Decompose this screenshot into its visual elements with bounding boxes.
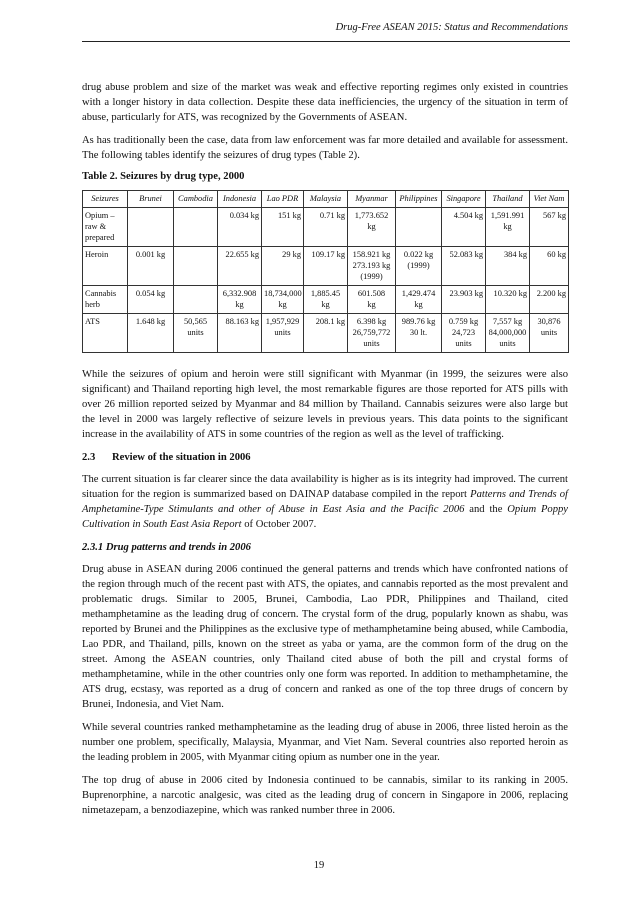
paragraph-law-enforcement: As has traditionally been the case, data from law enforcement was far more detailed and available for assessment. The following tables identify the seizures of drug types (Table 2).: [82, 135, 568, 161]
table-cell: [348, 314, 396, 353]
cell-line: 10.320 kg: [493, 289, 527, 298]
table-cell: [304, 314, 348, 353]
table-cell: [218, 314, 262, 353]
cell-line: 0.034 kg: [229, 211, 259, 220]
table-cell: [128, 247, 174, 286]
column-header: Viet Nam: [530, 191, 569, 208]
table-cell: [174, 247, 218, 286]
subsection-heading: 2.3.1 Drug patterns and trends in 2006: [82, 542, 251, 553]
table-cell: [396, 314, 442, 353]
cell-line: (1999): [360, 272, 383, 281]
cell-line: 208.1 kg: [315, 317, 345, 326]
table-cell: [530, 247, 569, 286]
row-label-line: herb: [85, 300, 100, 309]
column-header: Indonesia: [218, 191, 262, 208]
table-body: [83, 208, 569, 353]
table-row: [83, 286, 569, 314]
column-header: Lao PDR: [262, 191, 304, 208]
cell-line: units: [499, 339, 516, 348]
table-cell: [442, 247, 486, 286]
table-cell: [262, 286, 304, 314]
cell-line: 29 kg: [282, 250, 301, 259]
table-row: [83, 247, 569, 286]
cell-line: 1,957,929: [265, 317, 300, 326]
cell-line: 109.17 kg: [311, 250, 345, 259]
column-header: Myanmar: [348, 191, 396, 208]
column-header: Thailand: [486, 191, 530, 208]
row-label: [83, 314, 128, 353]
paragraph-seizure-analysis: While the seizures of opium and heroin were still significant with Myanmar (in 1999, the seizures were also significant) and Thailand reporting high level, the most remarkable figures are those reported for ATS pills with over 26 million reported seized by Myanmar and 84 million by Thailand. Cannabis seizures were also large but the level in 2000 was largely reflective of seizure levels in previous years. This data points to the significant increase in the availability of ATS in some countries of the region as well as the level of trafficking.: [82, 369, 568, 440]
table-cell: [262, 314, 304, 353]
section-title: Review of the situation in 2006: [112, 452, 251, 463]
table-cell: [530, 314, 569, 353]
seizures-table: [82, 190, 569, 353]
table-cell: [442, 286, 486, 314]
table-cell: [396, 247, 442, 286]
cell-line: 151 kg: [277, 211, 301, 220]
column-header: Malaysia: [304, 191, 348, 208]
column-header: Brunei: [128, 191, 174, 208]
table-row: [83, 314, 569, 353]
cell-line: 0.054 kg: [135, 289, 166, 298]
cell-line: 1,591.991: [490, 211, 525, 220]
cell-line: kg: [503, 222, 512, 231]
table-cell: [442, 208, 486, 247]
table-cell: [304, 286, 348, 314]
row-label-line: Cannabis: [85, 289, 117, 298]
cell-line: 4.504 kg: [453, 211, 483, 220]
table-cell: [442, 314, 486, 353]
cell-line: kg: [278, 300, 287, 309]
table-cell: [128, 208, 174, 247]
section-heading: [82, 452, 568, 463]
cell-line: 7,557 kg: [492, 317, 523, 326]
cell-line: kg: [235, 300, 244, 309]
table-cell: [486, 314, 530, 353]
table-cell: [218, 208, 262, 247]
table-caption: Table 2. Seizures by drug type, 2000: [82, 171, 245, 182]
cell-line: 30 lt.: [409, 328, 428, 337]
text-run: The current situation is far clearer since the data availability is higher as is its integrity had improved. The current situation for the region is summarized based on DAINAP database compiled in the report: [82, 474, 568, 500]
paragraph-cannabis-indonesia: The top drug of abuse in 2006 cited by Indonesia continued to be cannabis, similar to its ranking in 2005. Buprenorphine, a narcotic analgesic, was cited as the leading drug of concern in Singapore in 2006, replacing nimetazepam, a benzodiazepine, which was ranked number three in 2006.: [82, 775, 568, 816]
cell-line: 273.193 kg: [352, 261, 391, 270]
cell-line: 6,332.908: [222, 289, 257, 298]
report-title-ats: Patterns and Trends of Amphetamine-Type Stimulants and other of Abuse in East Asia and the Pacific 2006: [82, 489, 568, 515]
cell-line: kg: [414, 300, 423, 309]
cell-line: 18,734,000: [264, 289, 302, 298]
page-number: 19: [313, 860, 325, 871]
cell-line: 0.022 kg: [403, 250, 434, 259]
row-label: [83, 208, 128, 247]
cell-line: kg: [367, 300, 376, 309]
cell-line: 384 kg: [503, 250, 527, 259]
cell-line: 601.508: [357, 289, 386, 298]
table-cell: [128, 286, 174, 314]
table-cell: [530, 208, 569, 247]
cell-line: (1999): [407, 261, 430, 270]
paragraph-drug-patterns: Drug abuse in ASEAN during 2006 continued the general patterns and trends which have confronted nations of the region through much of the recent past with ATS, the opiates, and cannabis reported as the most prevalent and problematic drugs. Similar to 2005, Brunei, Cambodia, Lao PDR, Philippines and Thailand, cited methamphetamine as the leading drug of concern. The crystal form of the drug, popularly known as shabu, was reported by Brunei and the Philippines as the exclusive type of methamphetamine being abused, while Cambodia, Lao PDR, and Thailand, pills, known on the street as yaba or yama, are the common form of the drug on the street. Among the ASEAN countries, only Thailand cited abuse of both the pill and crystal forms of methamphetamine, while in the other countries only one form was reported. In addition to methamphetamine, the ATS drug, ecstasy, was reported as a drug of concern and ranked as one of the top three drugs of concern by Brunei, Indonesia, and Viet Nam.: [82, 564, 568, 710]
table-cell: [486, 286, 530, 314]
cell-line: units: [363, 339, 380, 348]
cell-line: 30,876: [537, 317, 561, 326]
table-cell: [304, 208, 348, 247]
cell-line: 2.200 kg: [536, 289, 566, 298]
table-cell: [486, 247, 530, 286]
table-cell: [486, 208, 530, 247]
table-cell: [174, 286, 218, 314]
cell-line: 989.76 kg: [401, 317, 436, 326]
cell-line: 24,723: [451, 328, 476, 337]
column-header: Philippines: [396, 191, 442, 208]
cell-line: units: [455, 339, 472, 348]
section-number: 2.3: [82, 452, 96, 463]
column-header: Cambodia: [174, 191, 218, 208]
cell-line: 0.71 kg: [319, 211, 345, 220]
cell-line: 22.655 kg: [225, 250, 259, 259]
paragraph-current-situation: [82, 472, 568, 532]
table-cell: [396, 286, 442, 314]
cell-line: 158.921 kg: [352, 250, 391, 259]
cell-line: 26,759,772: [352, 328, 391, 337]
table-cell: [396, 208, 442, 247]
paragraph-intro-continued: drug abuse problem and size of the market was weak and effective reporting regimes only existed in countries with a longer history in data collection. Despite these data inefficiencies, the urgency of the situation in term of abuse, particularly for ATS, was recognized by the Governments of ASEAN.: [82, 82, 568, 123]
text-run: of October 2007.: [241, 519, 317, 530]
table-cell: [348, 286, 396, 314]
page-content: [82, 80, 568, 826]
table-cell: [262, 247, 304, 286]
cell-line: 567 kg: [542, 211, 566, 220]
cell-line: kg: [367, 222, 376, 231]
table-cell: [348, 208, 396, 247]
row-label-line: ATS: [85, 317, 100, 326]
cell-line: units: [540, 328, 558, 337]
cell-line: 0.759 kg: [448, 317, 479, 326]
cell-line: 60 kg: [547, 250, 566, 259]
cell-line: 88.163 kg: [225, 317, 259, 326]
table-cell: [174, 314, 218, 353]
column-header: Seizures: [83, 191, 128, 208]
table-cell: [530, 286, 569, 314]
table-header-row: [83, 191, 569, 208]
header-rule: [82, 41, 570, 42]
cell-line: units: [274, 328, 291, 337]
cell-line: 1,429.474: [401, 289, 436, 298]
table-cell: [304, 247, 348, 286]
cell-line: 1,885.45: [310, 289, 341, 298]
cell-line: 23.903 kg: [449, 289, 483, 298]
table-row: [83, 208, 569, 247]
running-header: Drug-Free ASEAN 2015: Status and Recommendations: [335, 22, 568, 33]
row-label: [83, 286, 128, 314]
report-title-opium: Opium Poppy Cultivation in South East Asia Report: [82, 504, 569, 530]
row-label-line: Opium –: [85, 211, 115, 220]
cell-line: 52.083 kg: [449, 250, 483, 259]
table-cell: [218, 247, 262, 286]
row-label: [83, 247, 128, 286]
cell-line: 0.001 kg: [135, 250, 166, 259]
table-cell: [348, 247, 396, 286]
table-cell: [128, 314, 174, 353]
table-cell: [174, 208, 218, 247]
table-cell: [218, 286, 262, 314]
row-label-line: raw &: [85, 222, 107, 231]
row-label-line: prepared: [85, 233, 115, 242]
cell-line: 1,773.652: [354, 211, 389, 220]
cell-line: 1.648 kg: [135, 317, 166, 326]
text-run: and the: [464, 504, 508, 515]
cell-line: 50,565: [183, 317, 208, 326]
row-label-line: Heroin: [85, 250, 109, 259]
cell-line: kg: [321, 300, 330, 309]
cell-line: 6.398 kg: [356, 317, 387, 326]
cell-line: units: [187, 328, 204, 337]
cell-line: 84,000,000: [488, 328, 527, 337]
column-header: Singapore: [442, 191, 486, 208]
table-cell: [262, 208, 304, 247]
paragraph-heroin-ranking: While several countries ranked methamphetamine as the leading drug of abuse in 2006, three listed heroin as the number one problem, specifically, Malaysia, Myanmar, and Viet Nam. Several countries also reported heroin as the leading problem in 2005, with Myanmar citing opium as number one in the year.: [82, 722, 568, 763]
